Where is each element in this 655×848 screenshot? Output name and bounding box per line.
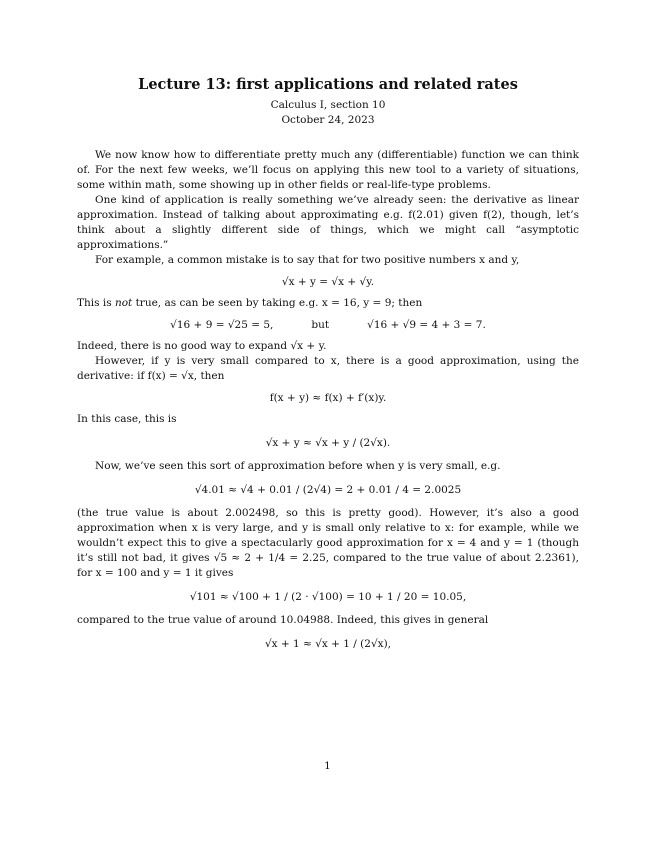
equation-but: but [311,319,330,331]
paragraph-intro: We now know how to differentiate pretty much any (differentiable) function we can think of. For the next few weeks, we’ll focus on applying this new tool to a variety of situations, some within math, some showing up in other fields or real-life-type problems. [77,149,579,191]
equation-left: √16 + 9 = √25 = 5, [170,319,274,331]
equation-sqrt-approx: √x + y ≈ √x + y / (2√x). [265,437,391,449]
paragraph-no-expansion: Indeed, there is no good way to expand √x + y. [77,340,327,352]
text-fragment: This is [77,297,115,309]
paragraph-small-y: Now, we’ve seen this sort of approximation before when y is very small, e.g. [95,460,501,472]
equation-general: √x + 1 ≈ √x + 1 / (2√x), [264,638,392,650]
date-line: October 24, 2023 [281,114,375,126]
paragraph-general: compared to the true value of around 10.04988. Indeed, this gives in general [77,614,489,626]
paragraph-linear-approx: One kind of application is really something we’ve already seen: the derivative as linear approximation. Instead of talking about approximating e.g. f(2.01) given f(2), though, let’s think about a slightly different side of things, which we might call “asymptotic approximations.” [77,194,579,251]
paragraph-derivative-approx: However, if y is very small compared to x, there is a good approximation, using the derivative: if f(x) = √x, then [77,355,579,382]
text-fragment: true, as can be seen by taking e.g. x = 16, y = 9; then [132,297,423,309]
emphasis-not: not [114,297,133,309]
paragraph-large-x: (the true value is about 2.002498, so this is pretty good). However, it’s also a good approximation when x is very large, and y is small only relative to x: for example, while we wouldn’t expect this to give a spectacularly good approximation for x = 4 and y = 1 (though it’s still not bad, it gives √5 ≈ 2 + 1/4 = 2.25, compared to the true value of about 2.2361), for x = 100 and y = 1 it gives [77,507,579,579]
paragraph-common-mistake: For example, a common mistake is to say that for two positive numbers x and y, [95,254,520,266]
equation-sqrt-4-01: √4.01 ≈ √4 + 0.01 / (2√4) = 2 + 0.01 / 4 = 2.0025 [194,484,462,496]
equation-linearization: f(x + y) ≈ f(x) + f′(x)y. [269,392,387,404]
page-number: 1 [324,760,331,772]
equation-sqrt-sum: √x + y = √x + √y. [281,276,375,288]
course-line: Calculus I, section 10 [270,99,386,111]
equation-right: √16 + √9 = 4 + 3 = 7. [367,319,486,331]
paragraph-counterexample [77,296,579,311]
document-page [77,75,579,660]
equation-counterexample [77,317,579,333]
lecture-title: Lecture 13: first applications and related rates [138,76,518,93]
equation-sqrt-101: √101 ≈ √100 + 1 / (2 · √100) = 10 + 1 / 20 = 10.05, [189,591,467,603]
paragraph-in-this-case: In this case, this is [77,413,177,425]
